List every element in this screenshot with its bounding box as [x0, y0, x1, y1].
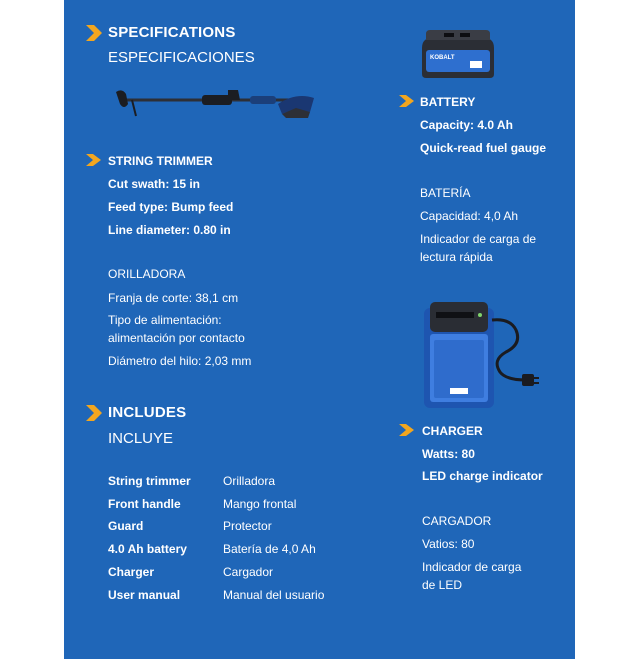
trimmer-heading: STRING TRIMMER [108, 154, 213, 168]
trimmer-heading-es: ORILLADORA [108, 267, 186, 281]
battery-heading: BATTERY [420, 95, 476, 109]
includes-item-en: Guard [108, 519, 144, 533]
battery-brand-logo: KOBALT [430, 55, 455, 61]
chevron-right-icon [85, 153, 102, 167]
fuel-gauge-spec-es-2: lectura rápida [420, 250, 493, 264]
includes-item-es: Orilladora [223, 474, 276, 488]
led-indicator-spec-es-2: de LED [422, 578, 463, 592]
chevron-right-icon [398, 94, 415, 108]
fuel-gauge-spec: Quick-read fuel gauge [420, 141, 547, 155]
string-trimmer-image [110, 86, 318, 128]
includes-subtitle: INCLUYE [108, 430, 174, 447]
includes-item-es: Protector [223, 519, 272, 533]
includes-item-es: Mango frontal [223, 497, 297, 511]
line-diameter-spec: Line diameter: 0.80 in [108, 223, 231, 237]
includes-item-en: User manual [108, 588, 181, 602]
charger-heading: CHARGER [422, 424, 483, 438]
fuel-gauge-spec-es: Indicador de carga de [420, 232, 537, 246]
chevron-right-icon [398, 423, 415, 437]
feed-type-spec-es-2: alimentación por contacto [108, 331, 245, 345]
includes-item-en: Charger [108, 565, 155, 579]
charger-watts-spec-es: Vatios: 80 [422, 537, 475, 551]
charger-watts-spec: Watts: 80 [422, 447, 475, 461]
cut-swath-spec: Cut swath: 15 in [108, 177, 201, 191]
feed-type-spec-es: Tipo de alimentación: [108, 313, 222, 327]
includes-item-es: Cargador [223, 565, 274, 579]
includes-item-es: Batería de 4,0 Ah [223, 542, 316, 556]
battery-capacity-spec: Capacity: 4.0 Ah [420, 118, 513, 132]
battery-image [418, 26, 498, 80]
chevron-right-icon [85, 404, 103, 422]
includes-item-en: 4.0 Ah battery [108, 542, 187, 556]
battery-heading-es: BATERÍA [420, 186, 471, 200]
includes-item-en: Front handle [108, 497, 181, 511]
includes-title: INCLUDES [108, 404, 187, 421]
led-indicator-spec: LED charge indicator [422, 469, 543, 483]
page-subtitle: ESPECIFICACIONES [108, 49, 255, 66]
charger-heading-es: CARGADOR [422, 514, 492, 528]
feed-type-spec: Feed type: Bump feed [108, 200, 234, 214]
page-title: SPECIFICATIONS [108, 24, 236, 41]
cut-swath-spec-es: Franja de corte: 38,1 cm [108, 291, 239, 305]
includes-item-es: Manual del usuario [223, 588, 325, 602]
charger-image [422, 300, 540, 410]
includes-item-en: String trimmer [108, 474, 191, 488]
line-diameter-spec-es: Diámetro del hilo: 2,03 mm [108, 354, 252, 368]
led-indicator-spec-es: Indicador de carga [422, 560, 522, 574]
battery-capacity-spec-es: Capacidad: 4,0 Ah [420, 209, 519, 223]
chevron-right-icon [85, 24, 103, 42]
